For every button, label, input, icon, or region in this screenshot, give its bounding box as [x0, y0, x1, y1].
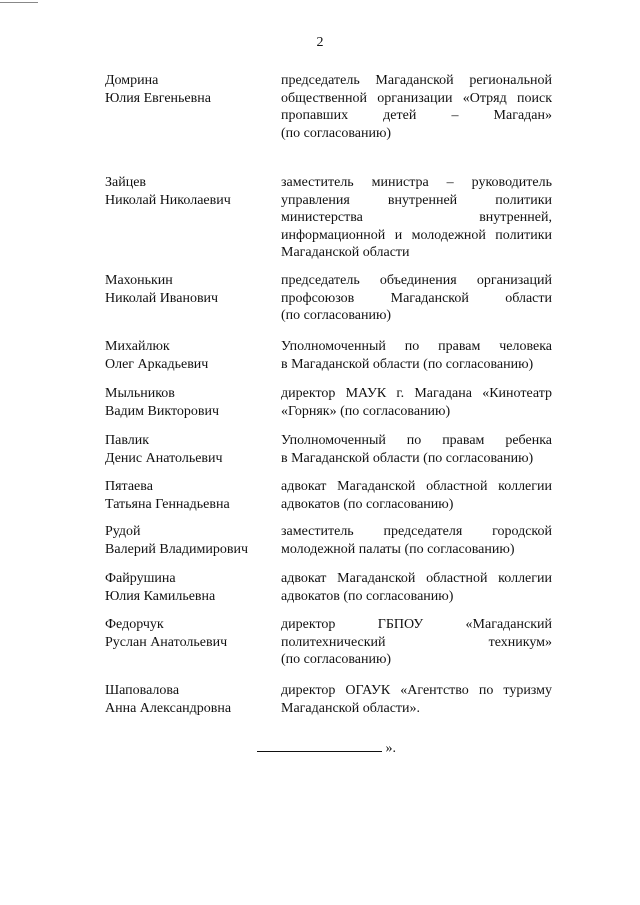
- member-given-names: Руслан Анатольевич: [105, 634, 228, 650]
- role-line: адвокатов (по согласованию): [281, 588, 454, 604]
- member-name: [105, 338, 275, 373]
- member-given-names: Денис Анатольевич: [105, 450, 223, 466]
- role-line: адвокатов (по согласованию): [281, 496, 454, 512]
- role-line: общественной организации «Отряд поиск: [281, 90, 552, 106]
- member-surname: Рудой: [105, 524, 141, 539]
- member-surname: Махонькин: [105, 273, 173, 288]
- role-line: председатель объединения организаций: [281, 273, 552, 288]
- member-name: [105, 432, 275, 467]
- member-given-names: Николай Иванович: [105, 290, 219, 306]
- role-line: адвокат Магаданской областной коллегии: [281, 479, 552, 494]
- member-name: [105, 72, 275, 107]
- role-line: в Магаданской области (по согласованию): [281, 356, 534, 372]
- member-surname: Михайлюк: [105, 339, 170, 354]
- member-given-names: Юлия Евгеньевна: [105, 90, 211, 106]
- role-line: (по согласованию): [281, 125, 392, 141]
- member-surname: Павлик: [105, 433, 150, 448]
- member-surname: Пятаева: [105, 479, 153, 494]
- member-surname: Файрушина: [105, 571, 176, 586]
- member-name: [105, 385, 275, 420]
- member-role: [281, 72, 552, 142]
- member-given-names: Татьяна Геннадьевна: [105, 496, 230, 512]
- member-role: [281, 338, 552, 373]
- member-given-names: Николай Николаевич: [105, 192, 231, 208]
- role-line: информационной и молодежной политики: [281, 227, 552, 243]
- member-given-names: Валерий Владимирович: [105, 541, 249, 557]
- role-line: директор ОГАУК «Агентство по туризму: [281, 683, 552, 698]
- member-role: [281, 174, 552, 262]
- page-number: 2: [316, 35, 324, 50]
- role-line: молодежной палаты (по согласованию): [281, 541, 515, 557]
- role-line: министерства внутренней,: [281, 210, 552, 225]
- member-role: [281, 385, 552, 420]
- role-line: политехнический техникум»: [281, 634, 552, 650]
- role-line: «Горняк» (по согласованию): [281, 403, 451, 419]
- closing-line: [257, 737, 407, 758]
- member-name: [105, 523, 275, 558]
- top-edge-rule: [0, 2, 38, 3]
- member-given-names: Юлия Камильевна: [105, 588, 216, 604]
- member-role: [281, 616, 552, 669]
- role-line: заместитель председателя городской: [281, 524, 552, 539]
- member-surname: Зайцев: [105, 175, 147, 190]
- member-given-names: Анна Александровна: [105, 700, 232, 716]
- role-line: (по согласованию): [281, 308, 392, 323]
- role-line: заместитель министра – руководитель: [281, 175, 552, 190]
- member-name: [105, 174, 275, 209]
- role-line: адвокат Магаданской областной коллегии: [281, 571, 552, 586]
- member-name: [105, 616, 275, 651]
- role-line: управления внутренней политики: [281, 192, 552, 208]
- role-line: Уполномоченный по правам человека: [281, 339, 552, 354]
- role-line: профсоюзов Магаданской области: [281, 290, 552, 306]
- member-surname: Шаповалова: [105, 683, 180, 698]
- role-line: Магаданской области: [281, 245, 410, 260]
- member-name: [105, 272, 275, 307]
- member-name: [105, 570, 275, 605]
- closing-quote-mark: ».: [385, 741, 396, 756]
- signature-underline: [257, 737, 382, 752]
- role-line: директор МАУК г. Магадана «Кинотеатр: [281, 386, 552, 401]
- member-role: [281, 272, 552, 325]
- role-line: (по согласованию): [281, 652, 392, 667]
- role-line: председатель Магаданской региональной: [281, 73, 552, 88]
- member-name: [105, 478, 275, 513]
- role-line: директор ГБПОУ «Магаданский: [281, 617, 552, 632]
- member-role: [281, 682, 552, 717]
- role-line: пропавших детей – Магадан»: [281, 108, 552, 123]
- member-surname: Федорчук: [105, 617, 164, 632]
- member-role: [281, 570, 552, 605]
- role-line: Уполномоченный по правам ребенка: [281, 433, 552, 448]
- member-surname: Мыльников: [105, 386, 175, 401]
- role-line: Магаданской области».: [281, 700, 421, 716]
- member-given-names: Вадим Викторович: [105, 403, 220, 419]
- role-line: в Магаданской области (по согласованию): [281, 450, 534, 466]
- member-role: [281, 432, 552, 467]
- member-role: [281, 478, 552, 513]
- member-role: [281, 523, 552, 558]
- member-surname: Домрина: [105, 73, 159, 88]
- member-given-names: Олег Аркадьевич: [105, 356, 209, 372]
- member-name: [105, 682, 275, 717]
